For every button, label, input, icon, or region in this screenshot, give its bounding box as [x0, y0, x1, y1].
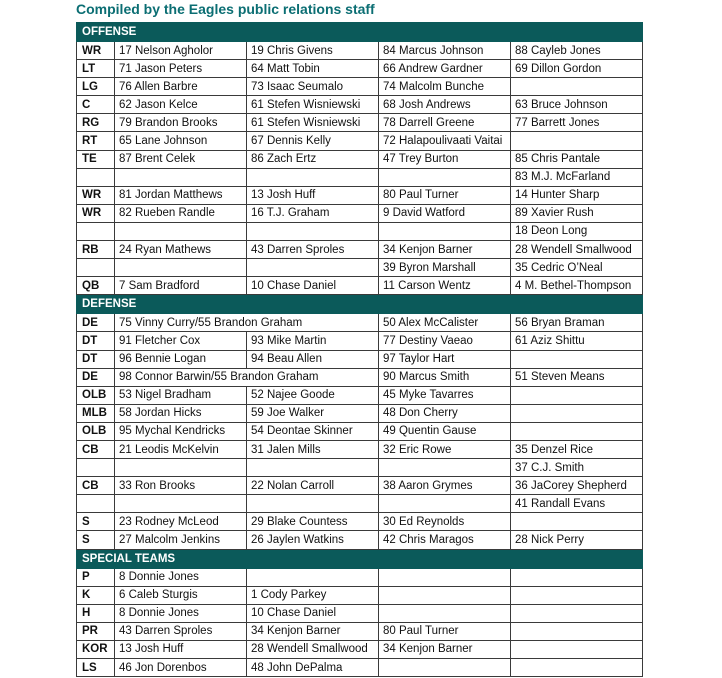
- player-cell: 6 Caleb Sturgis: [115, 586, 247, 604]
- player-cell: [511, 640, 643, 658]
- player-cell: 8 Donnie Jones: [115, 604, 247, 622]
- position-cell: DE: [77, 368, 115, 386]
- player-cell: 68 Josh Andrews: [379, 96, 511, 114]
- position-cell: LS: [77, 659, 115, 677]
- player-cell: 84 Marcus Johnson: [379, 42, 511, 60]
- table-row: [77, 114, 643, 132]
- player-cell: 33 Ron Brooks: [115, 477, 247, 495]
- player-cell: [247, 259, 379, 277]
- player-cell: [379, 495, 511, 513]
- player-cell: 52 Najee Goode: [247, 386, 379, 404]
- position-cell: LG: [77, 78, 115, 96]
- player-cell: 32 Eric Rowe: [379, 440, 511, 458]
- player-cell: [511, 568, 643, 586]
- section-title: OFFENSE: [77, 23, 643, 42]
- position-cell: OLB: [77, 386, 115, 404]
- player-cell: 95 Mychal Kendricks: [115, 422, 247, 440]
- player-cell: 34 Kenjon Barner: [247, 622, 379, 640]
- player-cell: 91 Fletcher Cox: [115, 332, 247, 350]
- table-row: [77, 241, 643, 259]
- player-cell: [115, 168, 247, 186]
- player-cell: 17 Nelson Agholor: [115, 42, 247, 60]
- section-header-row: [77, 295, 643, 314]
- position-cell: [77, 222, 115, 240]
- position-cell: LT: [77, 60, 115, 78]
- table-row: [77, 440, 643, 458]
- table-row: [77, 368, 643, 386]
- player-cell: [511, 78, 643, 96]
- player-cell: 24 Ryan Mathews: [115, 241, 247, 259]
- player-cell: 69 Dillon Gordon: [511, 60, 643, 78]
- position-cell: RG: [77, 114, 115, 132]
- table-row: [77, 386, 643, 404]
- position-cell: CB: [77, 477, 115, 495]
- position-cell: QB: [77, 277, 115, 295]
- player-cell: 80 Paul Turner: [379, 622, 511, 640]
- player-cell: 46 Jon Dorenbos: [115, 659, 247, 677]
- player-cell: 45 Myke Tavarres: [379, 386, 511, 404]
- position-cell: RT: [77, 132, 115, 150]
- player-cell: 71 Jason Peters: [115, 60, 247, 78]
- player-cell: [247, 568, 379, 586]
- depth-chart-table: [76, 22, 643, 677]
- player-cell: [247, 495, 379, 513]
- player-cell: [247, 459, 379, 477]
- player-cell: 48 John DePalma: [247, 659, 379, 677]
- player-cell: 89 Xavier Rush: [511, 204, 643, 222]
- player-cell: [511, 350, 643, 368]
- player-cell: [511, 586, 643, 604]
- player-cell: [379, 586, 511, 604]
- player-cell: [379, 222, 511, 240]
- table-row: [77, 42, 643, 60]
- player-cell: 10 Chase Daniel: [247, 604, 379, 622]
- player-cell: 13 Josh Huff: [247, 186, 379, 204]
- player-cell: 10 Chase Daniel: [247, 277, 379, 295]
- player-cell: [247, 168, 379, 186]
- table-row: [77, 186, 643, 204]
- player-cell: 56 Bryan Braman: [511, 314, 643, 332]
- player-cell: 73 Isaac Seumalo: [247, 78, 379, 96]
- player-cell: [379, 568, 511, 586]
- table-row: [77, 422, 643, 440]
- table-row: [77, 495, 643, 513]
- player-cell: [511, 404, 643, 422]
- table-row: [77, 168, 643, 186]
- section-title: DEFENSE: [77, 295, 643, 314]
- position-cell: [77, 459, 115, 477]
- player-cell: 34 Kenjon Barner: [379, 640, 511, 658]
- player-cell: 38 Aaron Grymes: [379, 477, 511, 495]
- table-row: [77, 150, 643, 168]
- player-cell: 27 Malcolm Jenkins: [115, 531, 247, 549]
- table-row: [77, 659, 643, 677]
- player-cell: 77 Destiny Vaeao: [379, 332, 511, 350]
- player-cell: 97 Taylor Hart: [379, 350, 511, 368]
- player-cell: 47 Trey Burton: [379, 150, 511, 168]
- position-cell: MLB: [77, 404, 115, 422]
- player-cell: 48 Don Cherry: [379, 404, 511, 422]
- position-cell: P: [77, 568, 115, 586]
- player-cell: 86 Zach Ertz: [247, 150, 379, 168]
- player-cell: 31 Jalen Mills: [247, 440, 379, 458]
- player-cell: 11 Carson Wentz: [379, 277, 511, 295]
- player-cell: 28 Wendell Smallwood: [511, 241, 643, 259]
- player-cell: 75 Vinny Curry/55 Brandon Graham: [115, 314, 379, 332]
- player-cell: 41 Randall Evans: [511, 495, 643, 513]
- page-heading: Compiled by the Eagles public relations staff: [76, 1, 375, 17]
- table-row: [77, 640, 643, 658]
- player-cell: 79 Brandon Brooks: [115, 114, 247, 132]
- player-cell: 93 Mike Martin: [247, 332, 379, 350]
- player-cell: 23 Rodney McLeod: [115, 513, 247, 531]
- player-cell: 96 Bennie Logan: [115, 350, 247, 368]
- table-row: [77, 350, 643, 368]
- player-cell: [115, 495, 247, 513]
- position-cell: OLB: [77, 422, 115, 440]
- player-cell: 82 Rueben Randle: [115, 204, 247, 222]
- player-cell: 37 C.J. Smith: [511, 459, 643, 477]
- table-row: [77, 513, 643, 531]
- position-cell: WR: [77, 204, 115, 222]
- player-cell: 35 Denzel Rice: [511, 440, 643, 458]
- player-cell: 72 Halapoulivaati Vaitai: [379, 132, 511, 150]
- table-row: [77, 314, 643, 332]
- position-cell: [77, 168, 115, 186]
- table-row: [77, 332, 643, 350]
- player-cell: 58 Jordan Hicks: [115, 404, 247, 422]
- position-cell: S: [77, 531, 115, 549]
- player-cell: 34 Kenjon Barner: [379, 241, 511, 259]
- player-cell: [511, 422, 643, 440]
- table-row: [77, 586, 643, 604]
- table-row: [77, 132, 643, 150]
- player-cell: 1 Cody Parkey: [247, 586, 379, 604]
- player-cell: [511, 386, 643, 404]
- table-row: [77, 78, 643, 96]
- position-cell: KOR: [77, 640, 115, 658]
- table-row: [77, 477, 643, 495]
- player-cell: 53 Nigel Bradham: [115, 386, 247, 404]
- table-row: [77, 204, 643, 222]
- player-cell: 30 Ed Reynolds: [379, 513, 511, 531]
- player-cell: 65 Lane Johnson: [115, 132, 247, 150]
- position-cell: H: [77, 604, 115, 622]
- player-cell: 16 T.J. Graham: [247, 204, 379, 222]
- depth-chart-body: [77, 23, 643, 677]
- player-cell: 74 Malcolm Bunche: [379, 78, 511, 96]
- position-cell: C: [77, 96, 115, 114]
- position-cell: [77, 259, 115, 277]
- player-cell: 29 Blake Countess: [247, 513, 379, 531]
- section-header-row: [77, 549, 643, 568]
- position-cell: [77, 495, 115, 513]
- table-row: [77, 568, 643, 586]
- player-cell: 59 Joe Walker: [247, 404, 379, 422]
- player-cell: [115, 259, 247, 277]
- table-row: [77, 277, 643, 295]
- player-cell: 62 Jason Kelce: [115, 96, 247, 114]
- player-cell: 51 Steven Means: [511, 368, 643, 386]
- position-cell: K: [77, 586, 115, 604]
- table-row: [77, 459, 643, 477]
- player-cell: 54 Deontae Skinner: [247, 422, 379, 440]
- player-cell: 7 Sam Bradford: [115, 277, 247, 295]
- player-cell: 63 Bruce Johnson: [511, 96, 643, 114]
- player-cell: 50 Alex McCalister: [379, 314, 511, 332]
- player-cell: 77 Barrett Jones: [511, 114, 643, 132]
- player-cell: 49 Quentin Gause: [379, 422, 511, 440]
- player-cell: [115, 222, 247, 240]
- player-cell: 90 Marcus Smith: [379, 368, 511, 386]
- player-cell: [379, 604, 511, 622]
- player-cell: 26 Jaylen Watkins: [247, 531, 379, 549]
- player-cell: 87 Brent Celek: [115, 150, 247, 168]
- player-cell: 85 Chris Pantale: [511, 150, 643, 168]
- player-cell: [379, 168, 511, 186]
- player-cell: 64 Matt Tobin: [247, 60, 379, 78]
- player-cell: 66 Andrew Gardner: [379, 60, 511, 78]
- player-cell: 80 Paul Turner: [379, 186, 511, 204]
- player-cell: [511, 132, 643, 150]
- player-cell: [511, 659, 643, 677]
- position-cell: TE: [77, 150, 115, 168]
- table-row: [77, 222, 643, 240]
- player-cell: 61 Aziz Shittu: [511, 332, 643, 350]
- player-cell: [511, 513, 643, 531]
- player-cell: 43 Darren Sproles: [247, 241, 379, 259]
- player-cell: 9 David Watford: [379, 204, 511, 222]
- table-row: [77, 622, 643, 640]
- player-cell: [379, 459, 511, 477]
- position-cell: PR: [77, 622, 115, 640]
- player-cell: 88 Cayleb Jones: [511, 42, 643, 60]
- table-row: [77, 404, 643, 422]
- player-cell: 61 Stefen Wisniewski: [247, 114, 379, 132]
- player-cell: 67 Dennis Kelly: [247, 132, 379, 150]
- player-cell: [511, 604, 643, 622]
- position-cell: S: [77, 513, 115, 531]
- player-cell: 94 Beau Allen: [247, 350, 379, 368]
- player-cell: [379, 659, 511, 677]
- player-cell: 8 Donnie Jones: [115, 568, 247, 586]
- player-cell: 22 Nolan Carroll: [247, 477, 379, 495]
- position-cell: DT: [77, 332, 115, 350]
- player-cell: 21 Leodis McKelvin: [115, 440, 247, 458]
- player-cell: 28 Wendell Smallwood: [247, 640, 379, 658]
- table-row: [77, 259, 643, 277]
- player-cell: 4 M. Bethel-Thompson: [511, 277, 643, 295]
- table-row: [77, 531, 643, 549]
- position-cell: RB: [77, 241, 115, 259]
- player-cell: 13 Josh Huff: [115, 640, 247, 658]
- player-cell: 61 Stefen Wisniewski: [247, 96, 379, 114]
- player-cell: 19 Chris Givens: [247, 42, 379, 60]
- player-cell: 28 Nick Perry: [511, 531, 643, 549]
- player-cell: 78 Darrell Greene: [379, 114, 511, 132]
- table-row: [77, 60, 643, 78]
- position-cell: WR: [77, 42, 115, 60]
- player-cell: 83 M.J. McFarland: [511, 168, 643, 186]
- player-cell: 39 Byron Marshall: [379, 259, 511, 277]
- player-cell: 14 Hunter Sharp: [511, 186, 643, 204]
- position-cell: CB: [77, 440, 115, 458]
- player-cell: 35 Cedric O’Neal: [511, 259, 643, 277]
- position-cell: DT: [77, 350, 115, 368]
- player-cell: 36 JaCorey Shepherd: [511, 477, 643, 495]
- player-cell: 98 Connor Barwin/55 Brandon Graham: [115, 368, 379, 386]
- player-cell: 76 Allen Barbre: [115, 78, 247, 96]
- section-header-row: [77, 23, 643, 42]
- table-row: [77, 96, 643, 114]
- position-cell: DE: [77, 314, 115, 332]
- player-cell: [247, 222, 379, 240]
- position-cell: WR: [77, 186, 115, 204]
- player-cell: 81 Jordan Matthews: [115, 186, 247, 204]
- player-cell: 42 Chris Maragos: [379, 531, 511, 549]
- table-row: [77, 604, 643, 622]
- section-title: SPECIAL TEAMS: [77, 549, 643, 568]
- player-cell: [511, 622, 643, 640]
- player-cell: [115, 459, 247, 477]
- player-cell: 18 Deon Long: [511, 222, 643, 240]
- player-cell: 43 Darren Sproles: [115, 622, 247, 640]
